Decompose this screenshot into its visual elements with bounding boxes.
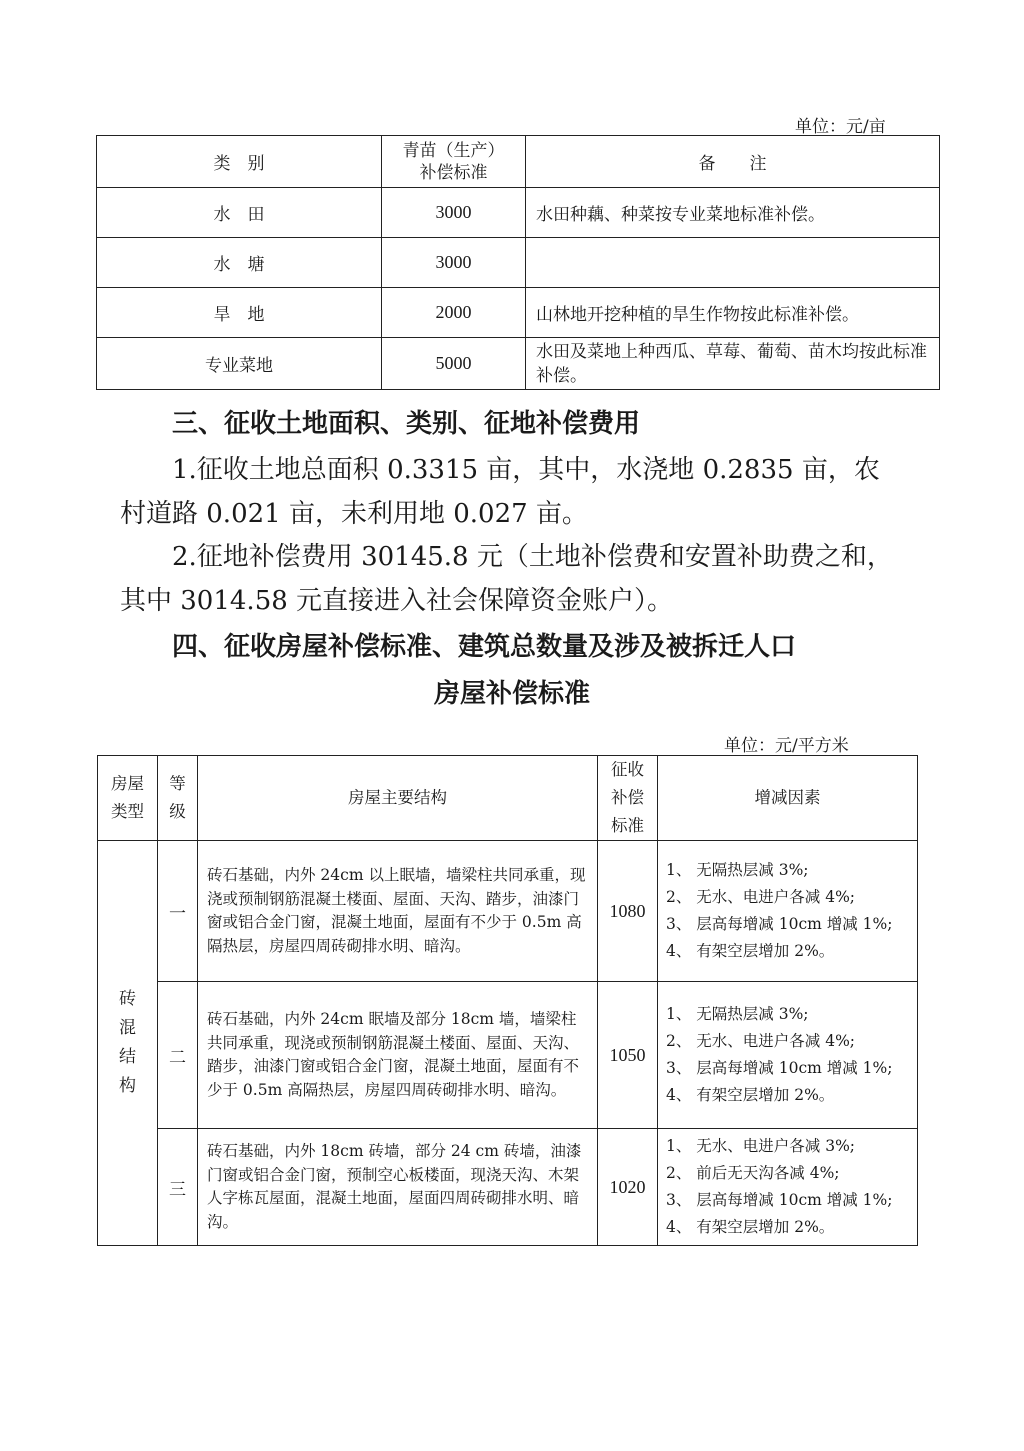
house-compensation-table — [97, 755, 918, 1246]
standard-cell: 1050 — [598, 982, 658, 1129]
row-type: 旱 地 — [97, 288, 382, 338]
section3-heading: 三、征收土地面积、类别、征地补偿费用 — [172, 409, 641, 439]
row-note: 山林地开挖种植的旱生作物按此标准补偿。 — [526, 288, 940, 338]
section3-paragraph-2: 2.征地补偿费用 30145.8 元（土地补偿费和安置补助费之和，其中 3014.58 元直接进入社会保障资金账户）。 — [120, 542, 893, 616]
factor-item: 3、 层高每增减 10cm 增减 1%; — [666, 915, 893, 933]
factor-item: 1、 无隔热层减 3%; — [666, 1005, 809, 1023]
category-cell: 砖混结构 — [98, 841, 158, 1246]
row-standard: 3000 — [382, 188, 526, 238]
house-table-unit: 单位：元/平方米 — [724, 736, 849, 756]
section3-paragraph-1: 1.征收土地总面积 0.3315 亩，其中，水浇地 0.2835 亩，农村道路 0.021 亩，未利用地 0.027 亩。 — [120, 455, 880, 529]
row-type: 水 田 — [97, 188, 382, 238]
factor-item: 1、 无隔热层减 3%; — [666, 861, 809, 879]
factor-item: 2、 无水、电进户各减 4%; — [666, 888, 856, 906]
table-row — [97, 238, 940, 288]
header-crop-standard — [382, 136, 526, 188]
crop-table-unit: 单位：元/亩 — [795, 117, 886, 137]
factor-item: 3、 层高每增减 10cm 增减 1%; — [666, 1191, 893, 1209]
table-row — [98, 841, 918, 982]
factor-item: 4、 有架空层增加 2%。 — [666, 1218, 835, 1236]
header-factors: 增减因素 — [658, 756, 918, 841]
structure-cell: 砖石基础，内外 18cm 砖墙，部分 24 cm 砖墙，油漆门窗或铝合金门窗，预制空心板楼面，现浇天沟、木架人字栋瓦屋面，混凝土地面，屋面四周砖砌排水明、暗沟。 — [198, 1129, 598, 1246]
standard-cell: 1080 — [598, 841, 658, 982]
header-structure: 房屋主要结构 — [198, 756, 598, 841]
factors-cell — [658, 841, 918, 982]
row-type: 水 塘 — [97, 238, 382, 288]
factor-item: 4、 有架空层增加 2%。 — [666, 942, 835, 960]
grade-cell: 一 — [158, 841, 198, 982]
header-crop-standard-line2: 补偿标准 — [419, 162, 488, 183]
factor-item: 3、 层高每增减 10cm 增减 1%; — [666, 1059, 893, 1077]
house-table-title: 房屋补偿标准 — [433, 679, 590, 709]
factor-item: 2、 前后无天沟各减 4%; — [666, 1164, 840, 1182]
factors-cell — [658, 982, 918, 1129]
grade-cell: 三 — [158, 1129, 198, 1246]
header-standard: 征收补偿标准 — [598, 756, 658, 841]
header-category: 类 别 — [97, 136, 382, 188]
structure-cell: 砖石基础，内外 24cm 以上眠墙，墙梁柱共同承重，现浇或预制钢筋混凝土楼面、屋面、天沟、踏步，油漆门窗或铝合金门窗，混凝土地面，屋面有不少于 0.5m 高隔热层，房屋四周砖砌排水明、暗沟。 — [198, 841, 598, 982]
header-crop-standard-line1: 青苗（生产） — [402, 140, 505, 161]
row-standard: 2000 — [382, 288, 526, 338]
table-row — [98, 982, 918, 1129]
header-grade: 等级 — [158, 756, 198, 841]
factor-item: 1、 无水、电进户各减 3%; — [666, 1137, 856, 1155]
row-standard: 5000 — [382, 338, 526, 390]
header-house-type: 房屋类型 — [98, 756, 158, 841]
factor-item: 4、 有架空层增加 2%。 — [666, 1086, 835, 1104]
row-note — [526, 238, 940, 288]
header-remarks: 备 注 — [526, 136, 940, 188]
factor-item: 2、 无水、电进户各减 4%; — [666, 1032, 856, 1050]
table-row — [98, 1129, 918, 1246]
row-note: 水田种藕、种菜按专业菜地标准补偿。 — [526, 188, 940, 238]
row-standard: 3000 — [382, 238, 526, 288]
table-row — [97, 188, 940, 238]
section4-heading: 四、征收房屋补偿标准、建筑总数量及涉及被拆迁人口 — [172, 632, 797, 662]
crop-table-header-row — [97, 136, 940, 188]
crop-compensation-table — [96, 135, 940, 390]
row-note: 水田及菜地上种西瓜、草莓、葡萄、苗木均按此标准补偿。 — [526, 338, 940, 390]
factors-cell — [658, 1129, 918, 1246]
grade-cell: 二 — [158, 982, 198, 1129]
house-table-header-row — [98, 756, 918, 841]
row-type: 专业菜地 — [97, 338, 382, 390]
standard-cell: 1020 — [598, 1129, 658, 1246]
structure-cell: 砖石基础，内外 24cm 眠墙及部分 18cm 墙，墙梁柱共同承重，现浇或预制钢筋混凝土楼面、屋面、天沟、踏步，油漆门窗或铝合金门窗，混凝土地面，屋面有不少于 0.5m 高隔热层，房屋四周砖砌排水明、暗沟。 — [198, 982, 598, 1129]
table-row — [97, 338, 940, 390]
table-row — [97, 288, 940, 338]
